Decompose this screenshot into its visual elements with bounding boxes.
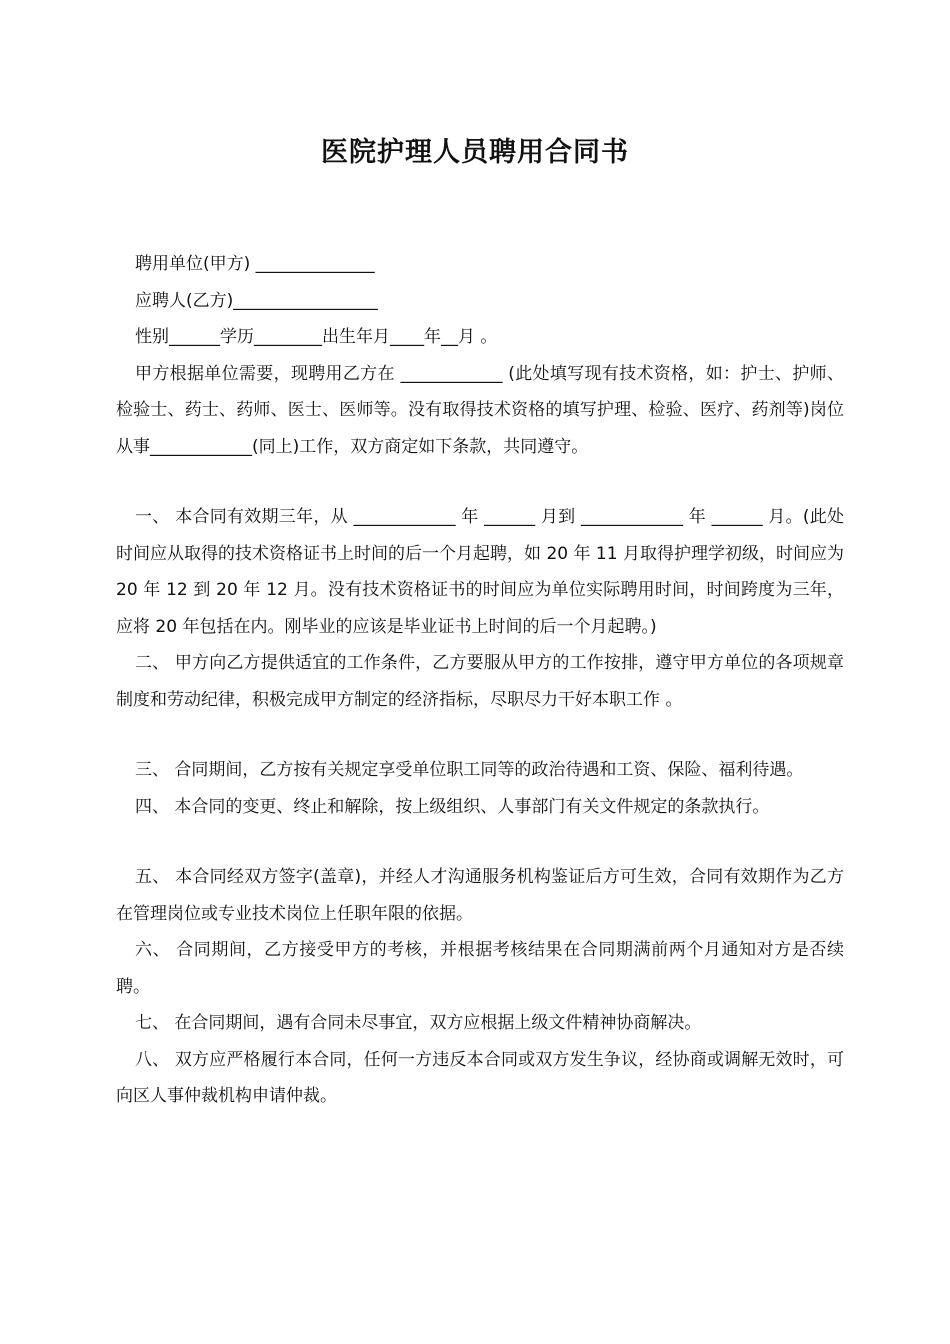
clause-7: 七、 在合同期间，遇有合同未尽事宜，双方应根据上级文件精神协商解决。 — [135, 1013, 702, 1033]
clause-8: 八、 双方应严格履行本合同，任何一方违反本合同或双方发生争议，经协商或调解无效时，可向区人事仲裁机构申请仲裁。 — [116, 1049, 844, 1106]
clause-1: 一、 本合同有效期三年，从 ____________ 年 ______ 月到 ____________ 年 ______ 月。(此处时间应从取得的技术资格证书上时间的后一个月起聘，如 20 年 11 月取得护理学初级，时间应为 20 年 12 到 20 年 12 月。没有技术资格证书的时间应为单位实际聘用时间，时间跨度为三年，应将 20 年包括在内。刚毕业的应该是毕业证书上时间的后一个月起聘。) — [116, 507, 845, 637]
clause-5: 五、 本合同经双方签字(盖章)，并经人才沟通服务机构鉴证后方可生效，合同有效期作为乙方在管理岗位或专业技术岗位上任职年限的依据。 — [116, 867, 844, 924]
clause-2: 二、 甲方向乙方提供适宜的工作条件，乙方要服从甲方的工作按排，遵守甲方单位的各项规章制度和劳动纪律，积极完成甲方制定的经济指标，尽职尽力干好本职工作 。 — [116, 653, 844, 710]
clause-6: 六、 合同期间，乙方接受甲方的考核，并根据考核结果在合同期满前两个月通知对方是否续聘。 — [116, 940, 844, 997]
clause-3: 三、 合同期间，乙方按有关规定享受单位职工同等的政治待遇和工资、保险、福利待遇。 — [135, 760, 804, 780]
clause-4: 四、 本合同的变更、终止和解除，按上级组织、人事部门有关文件规定的条款执行。 — [135, 796, 770, 817]
document-title: 医院护理人员聘用合同书 — [321, 137, 629, 168]
personal-info-line: 性别______学历________出生年月____年__月 。 — [135, 327, 498, 347]
employer-line: 聘用单位(甲方) ______________ — [135, 254, 375, 274]
document-body — [116, 246, 844, 1115]
employee-line: 应聘人(乙方)_________________ — [135, 290, 378, 311]
intro-paragraph: 甲方根据单位需要，现聘用乙方在 ____________ (此处填写现有技术资格，如：护士、护师、检验士、药士、药师、医士、医师等。没有取得技术资格的填写护理、检验、医疗、药剂等)岗位从事____________(同上)工作，双方商定如下条款，共同遵守。 — [116, 363, 844, 457]
